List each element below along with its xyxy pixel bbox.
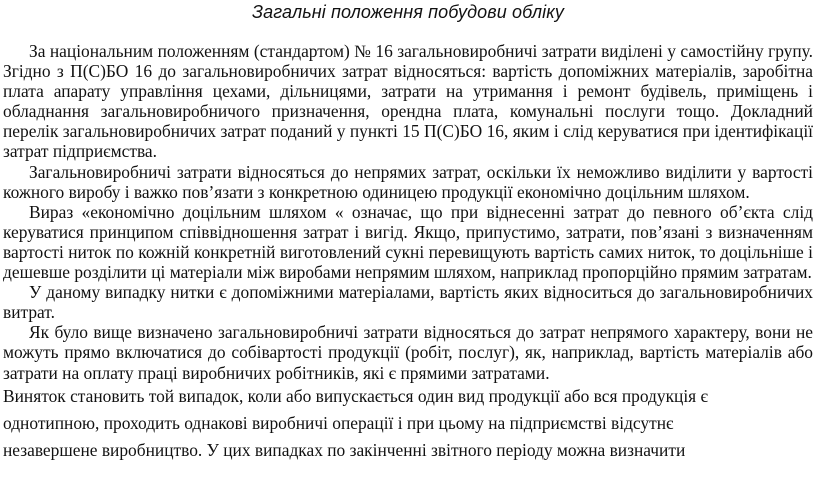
paragraph-economically-feasible: Вираз «економічно доцільним шляхом « означає, що при віднесенні затрат до певного об’єкта слід керуватися принципом співвідношення затрат і вигід. Якщо, припустимо, затрати, пов’язані з визначенням вартості ниток по кожній конкретній виготовлений сукні перевищують вартість самих ниток, то доцільніше і дешевше розділити ці матеріали між виробами непрямим шляхом, наприклад пропорційно прямим затратам. <box>3 201 813 283</box>
tail-line-2: однотипною, проходить однакові виробничі операції і при цьому на підприємстві відсутнє <box>3 412 674 433</box>
paragraph-indirect-nature: Як було вище визначено загальновиробничі затрати відносяться до затрат непрямого характеру, вони не можуть прямо включатися до собівартості продукції (робіт, послуг), як, наприклад, вартість матеріалів або затрати на оплату праці виробничих робітників, які є прямими затратами. <box>3 322 813 383</box>
paragraph-indirect-costs: Загальновиробничі затрати відносяться до непрямих затрат, оскільки їх неможливо виділити у вартості кожного виробу і важко пов’язати з конкретною одиницею продукції економічно доцільним шляхом. <box>3 161 813 202</box>
tail-line-1: Виняток становить той випадок, коли або випускається один вид продукції або вся продукція є <box>3 385 708 406</box>
document-body <box>3 41 813 464</box>
document-title: Загальні положення побудови обліку <box>252 2 564 22</box>
paragraph-standard-16: За національним положенням (стандартом) № 16 загальновиробничі затрати виділені у самостійну групу. Згідно з П(С)БО 16 до загальновиробничих затрат відносяться: вартість допоміжних матеріалів, заробітна плата апарату управління цехами, дільницями, затрати на утримання і ремонт будівель, приміщень і обладнання загальновиробничого призначення, орендна плата, комунальні послуги тощо. Докладний перелік загальновиробничих затрат поданий у пункті 15 П(С)БО 16, яким і слід керуватися при ідентифікації затрат підприємства. <box>3 41 813 162</box>
paragraph-auxiliary-materials: У даному випадку нитки є допоміжними матеріалами, вартість яких відноситься до загальновиробничих витрат. <box>3 282 813 323</box>
tail-line-3: незавершене виробництво. У цих випадках по закінченні звітного періоду можна визначити <box>3 439 686 460</box>
